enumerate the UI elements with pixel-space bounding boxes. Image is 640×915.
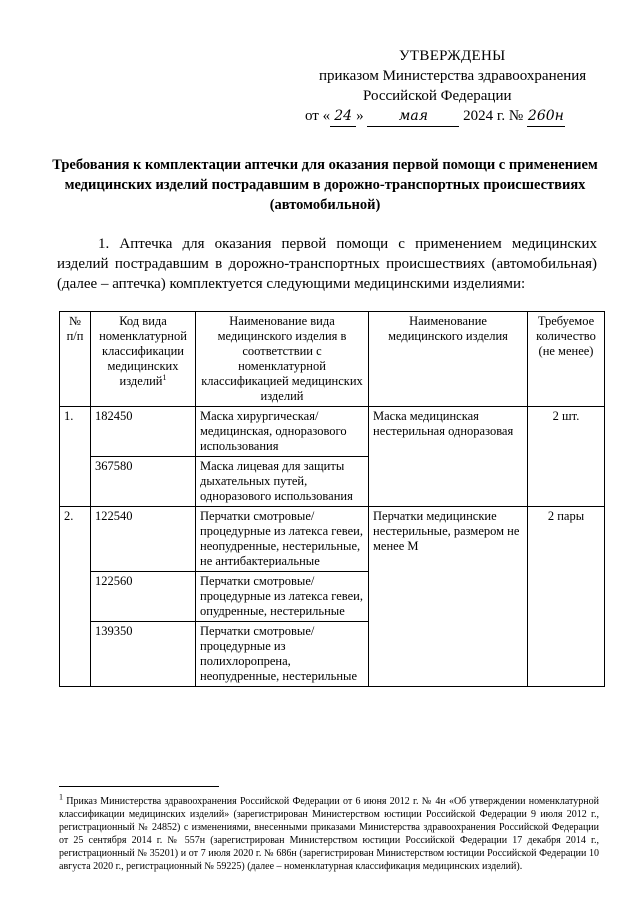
footnote-divider (59, 786, 219, 787)
header-qty: Требуемое количество (не менее) (528, 312, 605, 407)
row-kind: Перчатки смотровые/ процедурные из латекса гевеи, неопудренные, нестерильные, не антибактериальные (196, 507, 369, 572)
kit-table (59, 311, 605, 687)
header-code (91, 312, 196, 407)
row-item: Перчатки медицинские нестерильные, размером не менее М (369, 507, 528, 687)
row-code: 367580 (91, 457, 196, 507)
row-kind: Перчатки смотровые/ процедурные из полихлоропрена, неопудренные, нестерильные (196, 622, 369, 687)
row-item: Маска медицинская нестерильная одноразовая (369, 407, 528, 507)
intro-paragraph (57, 234, 597, 294)
date-mid: » (356, 108, 364, 124)
row-code: 139350 (91, 622, 196, 687)
table-header-row (60, 312, 605, 407)
approval-country-line: Российской Федерации (363, 88, 512, 104)
intro-text: 1. Аптечка для оказания первой помощи с применением медицинских изделий пострадавшим в дорожно-транспортных происшествиях (автомобильная) (далее – аптечка) комплектуется следующими медицинскими изделиями: (57, 236, 597, 292)
row-num: 1. (60, 407, 91, 507)
footnote-text: Приказ Министерства здравоохранения Российской Федерации от 6 июня 2012 г. № 4н «Об утверждении номенклатурной классификации медицинских изделий» (зарегистрирован Министерством юстиции Российской Федерации 9 июля 2012 г., регистрационный № 24852) с изменениями, внесенными приказами Министерства здравоохранения Российской Федерации от 25 сентября 2014 г. № 557н (зарегистрирован Министерством юстиции Российской Федерации 17 декабря 2014 г., регистрационный № 35201) и от 7 июля 2020 г. № 686н (зарегистрирован Министерством юстиции Российской Федерации 10 августа 2020 г., регистрационный № 59225) (далее – номенклатурная классификация медицинских изделий). (59, 796, 599, 872)
document-title: Требования к комплектации аптечки для оказания первой помощи с применением медицинских изделий пострадавшим в дорожно-транспортных происшествиях (автомобильной) (52, 157, 598, 213)
row-code: 122560 (91, 572, 196, 622)
row-code: 182450 (91, 407, 196, 457)
table-row (60, 507, 605, 572)
header-num: № п/п (60, 312, 91, 407)
footnote-mark: 1 (59, 792, 63, 802)
handwritten-month: мая (367, 106, 459, 127)
row-kind: Маска лицевая для защиты дыхательных путей, одноразового использования (196, 457, 369, 507)
row-kind: Маска хирургическая/ медицинская, одноразового использования (196, 407, 369, 457)
header-code-text: Код вида номенклатурной классификации медицинских изделий (99, 314, 187, 388)
row-kind: Перчатки смотровые/ процедурные из латекса гевеи, опудренные, нестерильные (196, 572, 369, 622)
footnote-ref: 1 (162, 372, 167, 382)
date-prefix: от « (305, 108, 331, 124)
row-qty: 2 пары (528, 507, 605, 687)
table-row (60, 407, 605, 457)
row-code: 122540 (91, 507, 196, 572)
approval-order-line: приказом Министерства здравоохранения (319, 68, 587, 84)
date-year: 2024 г. № (463, 108, 524, 124)
footnote (59, 792, 599, 873)
approval-heading: УТВЕРЖДЕНЫ (399, 48, 506, 64)
approval-date-line (305, 106, 565, 127)
header-kind: Наименование вида медицинского изделия в соответствии с номенклатурной классификацией медицинских изделий (196, 312, 369, 407)
row-num: 2. (60, 507, 91, 687)
handwritten-day: 24 (330, 106, 356, 127)
handwritten-number: 260н (527, 106, 565, 127)
header-item: Наименование медицинского изделия (369, 312, 528, 407)
row-qty: 2 шт. (528, 407, 605, 507)
